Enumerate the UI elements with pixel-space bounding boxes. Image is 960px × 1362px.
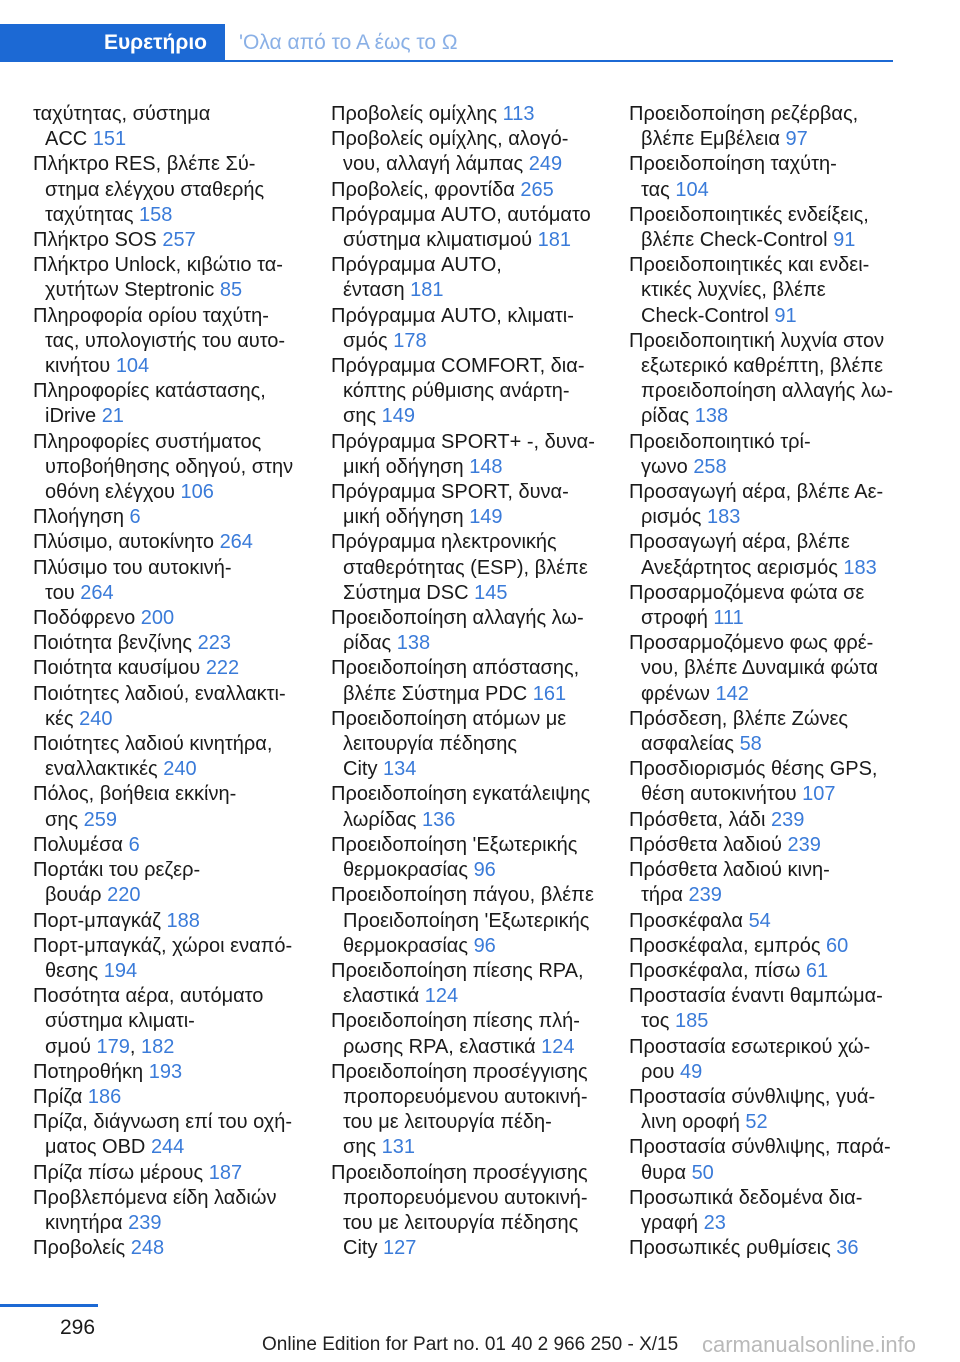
index-entry-text: Προειδοποίηση αλλαγής λω-: [331, 607, 584, 630]
page-reference-link[interactable]: 239: [771, 808, 805, 831]
page-reference-link[interactable]: 258: [693, 455, 727, 478]
index-entry-text: ρου: [641, 1060, 675, 1083]
index-entry-text: Ποιότητα βενζίνης: [33, 632, 193, 655]
index-entry-text: κινητήρα: [45, 1211, 123, 1234]
index-entry-text: Πορτ-μπαγκάζ: [33, 909, 161, 932]
page-reference-link[interactable]: 124: [424, 985, 459, 1008]
index-entry-text: Πλήκτρο SOS: [33, 229, 157, 252]
page-reference-link[interactable]: 50: [691, 1161, 714, 1184]
page-reference-link[interactable]: 149: [469, 506, 503, 529]
index-entry-text: Πόλος, βοήθεια εκκίνη-: [33, 783, 237, 806]
index-entry: [33, 1085, 313, 1110]
index-entry-text: Προσαρμοζόμενα φώτα σε: [629, 581, 865, 604]
page-reference-link[interactable]: 21: [101, 405, 124, 428]
page-reference-link[interactable]: 97: [785, 128, 808, 151]
index-entry: [629, 858, 924, 908]
index-entry: [33, 1060, 313, 1085]
page-reference-link[interactable]: 222: [205, 657, 240, 680]
index-entry-text: εξωτερικό καθρέπτη, βλέπε: [641, 355, 884, 378]
index-entry: [331, 354, 615, 430]
index-entry-text: Ανεξάρτητος αερισμός: [641, 556, 838, 579]
index-entry: [33, 782, 313, 832]
index-entry: [33, 152, 313, 228]
page-reference-link[interactable]: 264: [80, 581, 114, 604]
page-reference-link[interactable]: 145: [474, 581, 508, 604]
index-entry-text: Προσδιορισμός θέσης GPS,: [629, 758, 878, 781]
index-entry-text: Πρόσθετα λαδιού: [629, 833, 782, 856]
index-entry: [629, 909, 924, 934]
index-entry-text: θυρα: [641, 1161, 686, 1184]
index-entry: [331, 203, 615, 253]
index-entry: [33, 556, 313, 606]
index-entry-text: λειτουργία πέδησης: [343, 733, 518, 756]
index-entry-text: σης: [343, 405, 377, 428]
index-entry-text: Προειδοποιητική λυχνία στον: [629, 329, 885, 352]
index-entry: [33, 631, 313, 656]
page-reference-link[interactable]: 187: [208, 1161, 243, 1184]
index-entry-text: Πρίζα: [33, 1085, 83, 1108]
index-entry: [629, 329, 924, 430]
edition-note: Online Edition for Part no. 01 40 2 966 250 - X/15: [262, 1334, 679, 1355]
index-entry-text: Πρίζα πίσω μέρους: [33, 1161, 204, 1184]
index-entry: [629, 430, 924, 480]
index-entry-text: Προβολείς: [33, 1237, 126, 1260]
index-entry: [629, 581, 924, 631]
index-entry-text: Προσωπικές ρυθμίσεις: [629, 1237, 831, 1260]
index-entry-text: City: [343, 758, 378, 781]
index-entry: [331, 656, 615, 706]
index-entry-text: Πρόσθετα, λάδι: [629, 808, 766, 831]
index-entry-text: Προειδοποίηση πάγου, βλέπε: [331, 884, 594, 907]
index-entry-text: Προειδοποίηση απόστασης,: [331, 657, 580, 680]
index-entry-text: iDrive: [45, 405, 97, 428]
index-entry: [33, 606, 313, 631]
index-entry: [331, 782, 615, 832]
index-entry: [331, 606, 615, 656]
index-entry: [629, 480, 924, 530]
page-reference-link[interactable]: 244: [150, 1136, 185, 1159]
index-entry: [331, 959, 615, 1009]
index-entry-text: προπορευόμενου αυτοκινή-: [343, 1186, 588, 1209]
index-entry-text: Πρόγραμμα AUTO,: [331, 254, 502, 277]
index-entry-text: προπορευόμενου αυτοκινή-: [343, 1085, 588, 1108]
index-entry-text: σύστημα κλιματι-: [45, 1010, 195, 1033]
page-reference-link[interactable]: 259: [83, 808, 118, 831]
index-entry-text: εναλλακτικές: [45, 758, 158, 781]
index-entry: [331, 1009, 615, 1059]
index-entry-text: Προστασία σύνθλιψης, παρά-: [629, 1136, 891, 1159]
index-entry-text: Πλήκτρο Unlock, κιβώτιο τα-: [33, 254, 283, 277]
index-entry-text: μική οδήγηση: [343, 455, 464, 478]
index-entry-text: Check-Control: [641, 304, 769, 327]
index-entry-text: γραφή: [641, 1211, 699, 1234]
page-reference-link[interactable]: 149: [381, 405, 416, 428]
index-column-2: [331, 102, 615, 1261]
index-entry: [33, 304, 313, 380]
index-entry-text: Προειδοποίηση προσέγγισης: [331, 1161, 588, 1184]
index-entry: [331, 1060, 615, 1161]
page-reference-link[interactable]: 239: [787, 833, 821, 856]
header-rule: [0, 60, 893, 62]
index-entry: [33, 430, 313, 506]
page-reference-link[interactable]: 58: [739, 733, 762, 756]
index-entry: [331, 430, 615, 480]
page-reference-link[interactable]: 104: [675, 178, 709, 201]
page-reference-link[interactable]: 106: [180, 481, 214, 504]
page-reference-link[interactable]: 96: [473, 934, 496, 957]
index-entry-text: ταχύτητας, σύστημα: [33, 103, 211, 125]
index-entry: [629, 808, 924, 833]
index-entry: [331, 530, 615, 606]
index-entry-text: Πολυμέσα: [33, 833, 123, 856]
index-entry-text: σμού: [45, 1035, 91, 1058]
index-entry-text: Πρόγραμμα ηλεκτρονικής: [331, 531, 557, 554]
index-entry-text: φρένων: [641, 682, 710, 705]
page-reference-link[interactable]: 134: [383, 758, 417, 781]
index-entry: [629, 1085, 924, 1135]
index-entry-text: του: [45, 581, 75, 604]
index-entry: [33, 253, 313, 303]
index-entry-text: σταθερότητας (ESP), βλέπε: [343, 556, 588, 579]
page-header: [0, 0, 960, 62]
page-reference-link[interactable]: 182: [141, 1035, 175, 1058]
page-reference-link[interactable]: 200: [140, 607, 175, 630]
index-entry-text: θερμοκρασίας: [343, 859, 468, 882]
index-entry-text: Πλύσιμο του αυτοκινή-: [33, 556, 232, 579]
page-reference-link[interactable]: 61: [805, 959, 829, 982]
page-reference-link[interactable]: 265: [520, 178, 554, 201]
index-entry-text: Πρόγραμμα SPORT+ -, δυνα-: [331, 430, 595, 453]
index-entry: [629, 707, 924, 757]
page-reference-link[interactable]: 85: [219, 279, 243, 302]
page-reference-link[interactable]: 161: [532, 682, 567, 705]
index-entry: [33, 1161, 313, 1186]
page-reference-link[interactable]: 104: [115, 355, 150, 378]
index-entry-text: Προειδοποίηση ρεζέρβας,: [629, 103, 859, 125]
index-entry-text: βλέπε Εμβέλεια: [641, 128, 780, 151]
index-entry: [33, 1236, 313, 1261]
page-reference-link[interactable]: 6: [128, 833, 140, 856]
index-entry-text: Προβλεπόμενα είδη λαδιών: [33, 1186, 277, 1209]
index-entry-text: Πλήκτρο RES, βλέπε Σύ-: [33, 153, 256, 176]
page-reference-link[interactable]: 193: [148, 1060, 183, 1083]
page-reference-link[interactable]: 223: [197, 632, 231, 655]
index-entry-text: Προβολείς, φροντίδα: [331, 178, 515, 201]
index-entry: [33, 909, 313, 934]
index-entry: [33, 1186, 313, 1236]
index-entry-text: Πρόγραμμα AUTO, κλιματι-: [331, 304, 574, 327]
index-entry: [331, 707, 615, 783]
page-reference-link[interactable]: 107: [802, 783, 836, 806]
index-entry-text: ματος OBD: [45, 1136, 146, 1159]
index-entry-text: στροφή: [641, 607, 708, 630]
index-entry-text: τος: [641, 1010, 670, 1033]
index-entry: [33, 102, 313, 152]
index-entry-text: νου, βλέπε Δυναμικά φώτα: [641, 657, 878, 680]
index-entry: [629, 959, 924, 984]
index-entry-text: Ποτηροθήκη: [33, 1060, 144, 1083]
index-entry-text: υποβοήθησης οδηγού, στην: [45, 455, 294, 478]
page-reference-link[interactable]: 249: [528, 153, 563, 176]
index-entry: Ποσότητα αέρα, αυτόματο σύστημα κλιματι- σμού 179, 182: [33, 985, 264, 1058]
index-entry: [629, 934, 924, 959]
index-entry-text: Πορτ-μπαγκάζ, χώροι εναπό-: [33, 934, 293, 957]
index-entry-text: βλέπε Σύστημα PDC: [343, 682, 528, 705]
index-entry-text: Προσαγωγή αέρα, βλέπε: [629, 531, 850, 554]
index-entry-text: Προσκέφαλα: [629, 909, 743, 932]
page-reference-link[interactable]: 60: [826, 934, 849, 957]
index-entry-text: Πλύσιμο, αυτοκίνητο: [33, 531, 214, 554]
index-entry-text: ένταση: [343, 279, 405, 302]
page-reference-link[interactable]: 239: [688, 884, 722, 907]
index-entry-text: θέση αυτοκινήτου: [641, 783, 797, 806]
index-entry-text: Προειδοποίηση πίεσης πλή-: [331, 1010, 580, 1033]
page-number: 296: [60, 1316, 96, 1339]
index-entry: [629, 631, 924, 707]
page-reference-link[interactable]: 151: [92, 128, 127, 151]
index-entry-text: City: [343, 1237, 378, 1260]
index-entry-text: νου, αλλαγή λάμπας: [343, 153, 524, 176]
index-entry-text: σης: [343, 1136, 377, 1159]
page-reference-link[interactable]: 49: [680, 1060, 703, 1083]
index-entry-text: προειδοποίηση αλλαγής λω-: [641, 380, 893, 403]
index-entry: [629, 102, 924, 152]
index-entry: [331, 178, 615, 203]
index-entry-text: ρίδας: [343, 632, 392, 655]
index-entry-text: Πρίζα, διάγνωση επί του οχή-: [33, 1111, 293, 1134]
index-entry: [331, 127, 615, 177]
page-reference-link[interactable]: 96: [473, 859, 496, 882]
index-entry-text: ACC: [45, 128, 88, 151]
footer-rule: [0, 1304, 98, 1307]
index-entry-text: λωρίδας: [343, 808, 417, 831]
page-reference-link[interactable]: 6: [129, 506, 141, 529]
index-entry: [629, 203, 924, 253]
index-entry-text: μική οδήγηση: [343, 506, 464, 529]
index-entry-text: Προστασία εσωτερικού χώ-: [629, 1035, 871, 1058]
index-entry-text: κινήτου: [45, 355, 111, 378]
index-entry: [629, 757, 924, 807]
index-entry: [331, 1161, 615, 1262]
index-column-1: [33, 102, 313, 1261]
index-entry-text: κτικές λυχνίες, βλέπε: [641, 279, 826, 302]
page-reference-link[interactable]: 188: [166, 909, 200, 932]
page-reference-link[interactable]: 185: [674, 1010, 709, 1033]
page-reference-link[interactable]: 91: [833, 229, 856, 252]
page-reference-link[interactable]: 111: [713, 607, 744, 630]
index-entry-text: του με λειτουργία πέδη-: [343, 1111, 552, 1134]
index-entry-text: βλέπε Check-Control: [641, 229, 828, 252]
page-reference-link[interactable]: 181: [410, 279, 444, 302]
index-entry-text: τήρα: [641, 884, 683, 907]
tab-index[interactable]: Ευρετήριο: [0, 24, 225, 62]
index-entry-text: ταχύτητας: [45, 203, 134, 226]
index-entry: [33, 858, 313, 908]
page-reference-link[interactable]: 183: [843, 556, 877, 579]
page-reference-link[interactable]: 257: [162, 229, 196, 252]
index-entry: [331, 102, 615, 127]
index-entry: [629, 253, 924, 329]
index-entry-text: Προειδοποιητικές και ενδει-: [629, 254, 870, 277]
index-entry: [33, 732, 313, 782]
page-reference-link[interactable]: 183: [707, 506, 741, 529]
index-entry: [33, 934, 313, 984]
index-entry-text: Ποιότητες λαδιού, εναλλακτι-: [33, 682, 286, 705]
index-entry-text: κές: [45, 707, 74, 730]
index-entry-text: Προσαρμοζόμενο φως φρέ-: [629, 632, 874, 655]
index-entry-text: Προσκέφαλα, πίσω: [629, 959, 801, 982]
page-reference-link[interactable]: 91: [774, 304, 797, 327]
index-entry-text: του με λειτουργία πέδησης: [343, 1211, 579, 1234]
index-entry-text: Προστασία σύνθλιψης, γυά-: [629, 1085, 876, 1108]
page-reference-link[interactable]: 240: [163, 758, 197, 781]
index-entry: [629, 1135, 924, 1185]
index-entry-text: Πορτάκι του ρεζερ-: [33, 859, 201, 882]
index-column-3: [629, 102, 924, 1261]
index-entry-text: Προειδοποίηση ατόμων με: [331, 707, 567, 730]
page-reference-link[interactable]: 158: [139, 203, 173, 226]
index-entry-text: ρισμός: [641, 506, 702, 529]
index-entry-text: Σύστημα DSC: [343, 581, 469, 604]
index-entry: [33, 1110, 313, 1160]
index-entry-text: Προειδοποιητικές ενδείξεις,: [629, 203, 869, 226]
index-entry-text: ελαστικά: [343, 985, 420, 1008]
index-entry: [629, 1236, 924, 1261]
index-entry-text: σης: [45, 808, 79, 831]
index-entry-text: Προειδοποίηση 'Εξωτερικής: [343, 909, 590, 932]
index-entry: [331, 304, 615, 354]
index-entry-text: Ποδόφρενο: [33, 607, 136, 630]
page-reference-link[interactable]: 220: [107, 884, 141, 907]
index-entry-text: Πληροφορία ορίου ταχύτη-: [33, 304, 269, 327]
index-entry-text: Προσωπικά δεδομένα δια-: [629, 1186, 863, 1209]
page-reference-link[interactable]: 131: [381, 1136, 416, 1159]
page-reference-link[interactable]: 54: [748, 909, 771, 932]
page-reference-link[interactable]: 240: [79, 707, 113, 730]
index-entry: [629, 530, 924, 580]
page-reference-link[interactable]: 178: [393, 329, 427, 352]
index-entry-text: Προστασία έναντι θαμπώμα-: [629, 985, 883, 1008]
page-reference-link[interactable]: 127: [383, 1237, 417, 1260]
page-reference-link[interactable]: 148: [469, 455, 503, 478]
index-entry: [331, 833, 615, 883]
index-entry-text: γωνο: [641, 455, 688, 478]
index-entry-text: θεσης: [45, 959, 99, 982]
index-entry-text: θερμοκρασίας: [343, 934, 468, 957]
page-reference-link[interactable]: 52: [745, 1111, 768, 1134]
index-entry-text: Ποσότητα αέρα, αυτόματο: [33, 985, 264, 1008]
index-entry-text: σμός: [343, 329, 388, 352]
index-entry-text: Προβολείς ομίχλης, αλογό-: [331, 128, 569, 151]
page-reference-link[interactable]: 264: [219, 531, 253, 554]
index-entry-text: Προσκέφαλα, εμπρός: [629, 934, 821, 957]
index-entry-text: Προειδοποίηση εγκατάλειψης: [331, 783, 591, 806]
page-reference-link[interactable]: 124: [541, 1035, 575, 1058]
index-entry-text: Πρόγραμμα SPORT, δυνα-: [331, 481, 569, 504]
index-entry: [33, 379, 313, 429]
page-reference-link[interactable]: 138: [396, 632, 431, 655]
index-entry-text: τας, υπολογιστής του αυτο-: [45, 329, 286, 352]
index-entry: [33, 682, 313, 732]
index-entry: [629, 1186, 924, 1236]
index-entry: [629, 833, 924, 858]
page-reference-link[interactable]: 138: [694, 405, 729, 428]
page-reference-link[interactable]: 23: [703, 1211, 726, 1234]
index-entry-text: Προειδοποιητικό τρί-: [629, 430, 811, 453]
index-entry: [331, 883, 615, 959]
index-entry-text: οθόνη ελέγχου: [45, 481, 175, 504]
index-entry: [33, 833, 313, 858]
index-entry: [629, 984, 924, 1034]
page-reference-link[interactable]: 239: [128, 1211, 162, 1234]
tab-all-a-to-z[interactable]: 'Ολα από το Α έως το Ω: [225, 24, 893, 62]
index-entry: [33, 656, 313, 681]
index-entry-text: λινη οροφή: [641, 1111, 740, 1134]
index-entry-text: ρίδας: [641, 405, 690, 428]
page-reference-link[interactable]: 113: [502, 103, 535, 125]
index-entry-text: Ποιότητα καυσίμου: [33, 657, 201, 680]
index-entry-text: τας: [641, 178, 670, 201]
index-entry-text: Προσαγωγή αέρα, βλέπε Αε-: [629, 481, 884, 504]
index-entry-text: ρωσης RPA, ελαστικά: [343, 1035, 536, 1058]
index-entry-text: Πληροφορίες κατάστασης,: [33, 380, 266, 403]
index-entry: [629, 152, 924, 202]
index-entry: [629, 1035, 924, 1085]
index-entry-text: στημα ελέγχου σταθερής: [45, 178, 265, 201]
index-entry-text: Πρόγραμμα COMFORT, δια-: [331, 355, 585, 378]
page-reference-link[interactable]: 179: [96, 1035, 130, 1058]
page-reference-link[interactable]: 142: [715, 682, 749, 705]
index-entry-text: Πρόσδεση, βλέπε Ζώνες: [629, 707, 848, 730]
index-entry: [331, 480, 615, 530]
index-entry-text: Προειδοποίηση 'Εξωτερικής: [331, 833, 578, 856]
index-entry-text: χυτήτων Steptronic: [45, 279, 215, 302]
index-entry-text: Προβολείς ομίχλης: [331, 103, 498, 125]
page-reference-link[interactable]: 181: [537, 229, 572, 252]
index-entry-text: Προειδοποίηση προσέγγισης: [331, 1060, 588, 1083]
page-reference-link[interactable]: 186: [87, 1085, 122, 1108]
index-entry-text: Προειδοποίηση ταχύτη-: [629, 153, 837, 176]
index-entry-text: βουάρ: [45, 884, 102, 907]
index-entry-text: Ποιότητες λαδιού κινητήρα,: [33, 733, 273, 756]
index-entry: [331, 253, 615, 303]
page-reference-link[interactable]: 248: [130, 1237, 165, 1260]
index-entry-text: Πρόγραμμα AUTO, αυτόματο: [331, 203, 591, 226]
index-entry-text: Πρόσθετα λαδιού κινη-: [629, 859, 830, 882]
index-entry-text: Πλοήγηση: [33, 506, 124, 529]
page-reference-link[interactable]: 36: [836, 1237, 859, 1260]
index-entry: [33, 228, 313, 253]
page-reference-link[interactable]: 194: [103, 959, 138, 982]
index-entry: [33, 505, 313, 530]
index-entry-text: ασφαλείας: [641, 733, 734, 756]
index-entry-text: κόπτης ρύθμισης ανάρτη-: [343, 380, 570, 403]
index-entry-text: Προειδοποίηση πίεσης RPA,: [331, 959, 584, 982]
index-entry-text: Πληροφορίες συστήματος: [33, 430, 262, 453]
index-entry-text: σύστημα κλιματισμού: [343, 229, 533, 252]
page-reference-link[interactable]: 136: [422, 808, 456, 831]
index-entry: [33, 530, 313, 555]
watermark: carmanualsonline.info: [702, 1332, 917, 1357]
